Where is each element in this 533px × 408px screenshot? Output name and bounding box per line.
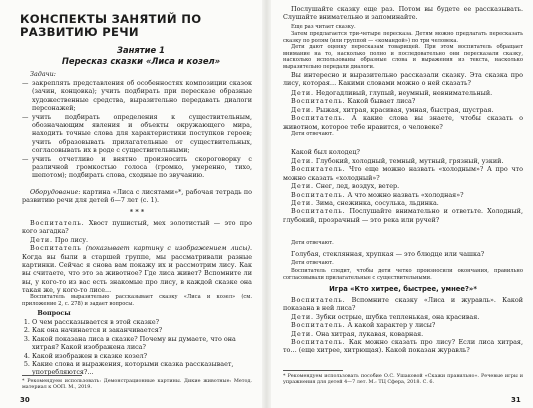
speaker-label: Дети.	[291, 329, 314, 338]
question-item: 4. Какой изображен в сказке козел?	[32, 352, 262, 360]
game-title: Игра «Кто хитрее, быстрее, умнее?»*	[329, 285, 477, 293]
speaker-label: Воспитатель.	[291, 97, 346, 106]
dialog-line	[283, 97, 523, 105]
dialog-text: Как можно сказать про лису? Если лиса хитрая, то… (еще хитрее, хитрющая). Какой показан журавль?	[283, 338, 523, 355]
dialog-line	[283, 106, 523, 114]
lesson-title: Пересказ сказки «Лиса и козел»	[61, 56, 221, 66]
speaker-label: Дети.	[291, 182, 314, 191]
dialog-text: Послушайте внимательно и ответьте. Холодный, глубокий, прозрачный — это река или ручей?	[283, 207, 523, 224]
dialog-block	[283, 296, 523, 355]
dialog-text: Снег, лед, воздух, ветер.	[315, 182, 400, 191]
speaker-label: Воспитатель.	[291, 207, 346, 216]
stage-note: Воспитатель следит, чтобы дети четко произносили окончания, правильно согласовывали прилагательные с существительными.	[283, 268, 523, 281]
tasks-list	[22, 79, 252, 180]
dialog-text: Про лису.	[54, 235, 89, 244]
speaker-label: Воспитатель.	[291, 165, 346, 174]
paragraph: Вы интересно и выразительно рассказали сказку. Эта сказка про лису, которая… Какими словами можно о ней сказать?	[283, 71, 523, 88]
dialog-line	[283, 191, 523, 199]
intro-paragraph: Послушайте сказку еще раз. Потом вы будете ее рассказывать. Слушайте внимательно и запоминайте.	[283, 5, 523, 22]
speaker-label: Воспитатель	[30, 244, 82, 253]
task-item: — закреплять представления об особенностях композиции сказок (зачин, концовка); учить подбирать при пересказе образные художественные средства, выразительно передавать диалоги персонажей;	[22, 79, 252, 113]
speaker-label: Дети.	[291, 312, 314, 321]
dialog-text: Когда вы были в старшей группе, мы рассматривали разные картинки. Сейчас я снова вам покажу их и рассмотрим лису. Как вы считаете, что это за животное? Где лиса живет? Вспомните ли вы, у кого-то из вас есть знакомые про лису, в каждой сказке она такая же, у кого-то лисе...	[22, 252, 252, 295]
paragraph: Голубая, стеклянная, хрупкая — это блюдце или чашка?	[291, 250, 485, 258]
dialog-line	[22, 244, 252, 294]
speaker-label: Дети.	[291, 105, 314, 114]
dialog-text: Хвост пушистый, мех золотистый — это про кого загадка?	[22, 219, 252, 236]
left-page	[0, 0, 262, 408]
dialog-line	[283, 321, 523, 329]
speaker-label: Воспитатель.	[291, 321, 346, 330]
dialog-text: Она хитрая, лукавая, коварная.	[315, 329, 424, 338]
dialog-text: Рыжая, хитрая, красивая, умная, быстрая, шустрая.	[315, 105, 494, 114]
tasks-label: Задачи:	[30, 70, 56, 78]
dialog-text: Какой бывает лиса?	[347, 97, 416, 106]
stage-note: Еще раз читает сказку.	[291, 24, 356, 30]
stage-note: (показывает картину с изображением лисы).	[85, 244, 252, 253]
speaker-label: Воспитатель.	[30, 219, 85, 227]
paragraph: Какой был колодец?	[291, 148, 360, 156]
dialog-line	[283, 296, 523, 313]
dialog-text: Зима, снежинка, сосулька, льдинка.	[315, 199, 439, 208]
dialog-text: А какие слова вы знаете, чтобы сказать о животном, которое тебе нравится, о человеке?	[283, 114, 523, 131]
dialog-text: Что еще можно назвать «холодным»? А про что можно сказать «холодный»?	[283, 165, 523, 182]
speaker-label: Дети.	[291, 199, 314, 208]
page-number: 30	[20, 396, 30, 404]
dialog-text: Зубки острые, шубка тепленькая, она красивая.	[315, 312, 480, 321]
gutter	[262, 0, 271, 408]
speaker-label: Дети.	[30, 235, 53, 244]
question-item: 2. Как она начинается и заканчивается?	[32, 326, 262, 334]
task-item: — учить подбирать определения к существительным, обозначающим явления и объекты окружающего мира, находить точные слова для характеристики поступков героев; учить образовывать прилагательные от существительных, согласовывать их в роде с существительными;	[22, 113, 252, 155]
dialog-text: А что можно назвать «холодная»?	[347, 190, 464, 199]
speaker-label: Воспитатель.	[291, 190, 346, 199]
questions-list	[22, 318, 262, 377]
dialog-line	[283, 199, 523, 207]
stars-separator: * * *	[129, 208, 145, 216]
dialog-block	[22, 219, 252, 295]
dialog-line	[283, 165, 523, 182]
task-item: — учить отчетливо и внятно произносить скороговорку с различной громкостью голоса (громко, умеренно, тихо, шепотом); подбирать слова, сходные по звучанию.	[22, 155, 252, 180]
question-item: 5. Какие слова и выражения, которыми сказка рассказывает, употребляются?...	[32, 360, 262, 377]
equipment-label: Оборудование:	[30, 188, 81, 196]
dialog-line	[283, 182, 523, 190]
question-item: 1. О чем рассказывается в этой сказке?	[32, 318, 262, 326]
speaker-label: Воспитатель.	[291, 338, 346, 347]
lesson-number: Занятие 1	[117, 45, 165, 55]
stage-note: Дети дают оценку пересказам товарищей. При этом воспитатель обращает внимание на то, насколько полно и последовательно они пересказали сказку, насколько использованы образные слова и выражения из текста, насколько выразительно передали диалоги.	[283, 44, 523, 70]
speaker-label: Воспитатель.	[291, 114, 346, 123]
footnote-rule	[283, 370, 343, 371]
section-heading: КОНСПЕКТЫ ЗАНЯТИЙ ПО РАЗВИТИЮ РЕЧИ	[20, 12, 202, 40]
dialog-text: Глубокий, холодный, темный, мутный, грязный, узкий.	[315, 157, 504, 165]
equipment-paragraph	[22, 188, 252, 205]
right-page	[271, 0, 533, 408]
speaker-label: Дети	[291, 131, 305, 138]
questions-label: Вопросы	[37, 309, 71, 317]
dialog-line	[283, 131, 523, 138]
footnote: * Рекомендуем использовать пособие О.С. Ушаковой «Скажи правильно». Речевые игры и упражнения для детей 4—7 лет. М.: ТЦ Сфера, 2018. С. 6.	[283, 373, 523, 385]
dialog-line	[22, 236, 252, 244]
dialog-line	[283, 89, 523, 97]
question-item: 3. Какой показана лиса в сказке? Почему вы думаете, что она хитрая? Какой изображена лиса?	[32, 335, 262, 352]
dialog-text: А какой характер у лисы?	[347, 321, 436, 330]
footnote: * Рекомендуем использовать: Демонстрационные картины. Дикие животные: Метод. материал к ООП. М., 2019.	[22, 378, 252, 390]
dialog-line	[283, 207, 523, 224]
dialog-line	[283, 157, 523, 165]
stage-note: Дети отвечают.	[291, 260, 334, 266]
dialog-line	[283, 338, 523, 355]
stage-note: Дети отвечают.	[291, 240, 334, 246]
speaker-label: Воспитатель.	[291, 296, 346, 304]
footnote-rule	[22, 375, 82, 376]
dialog-text: Вспомните сказку «Лиса и журавль». Какой показана в ней лиса?	[283, 296, 523, 313]
dialog-block	[283, 157, 523, 224]
dialog-block	[283, 89, 523, 138]
speaker-label: Дети.	[291, 89, 314, 97]
dialog-text: отвечают.	[306, 131, 334, 138]
dialog-line	[22, 219, 252, 236]
speaker-label: Дети.	[291, 157, 314, 165]
page-number: 31	[511, 396, 521, 404]
dialog-text: Недогадливый, глупый, неумный, невнимательный.	[315, 89, 493, 97]
equipment-text: картина «Лиса с лисятами»*, рабочая тетрадь по развитию речи для детей 6—7 лет (с. 1).	[22, 188, 252, 205]
dialog-line	[283, 114, 523, 131]
stage-note: Затем предлагается три-четыре пересказа. Детям можно предлагать пересказать сказку по ролям (или группой — «командой») по три человека.	[283, 31, 523, 44]
retell-note: Воспитатель выразительно рассказывает сказку «Лиса и козел» (см. приложение 2, с. 278) и задает вопросы.	[22, 294, 252, 307]
dialog-line	[283, 330, 523, 338]
dialog-line	[283, 313, 523, 321]
